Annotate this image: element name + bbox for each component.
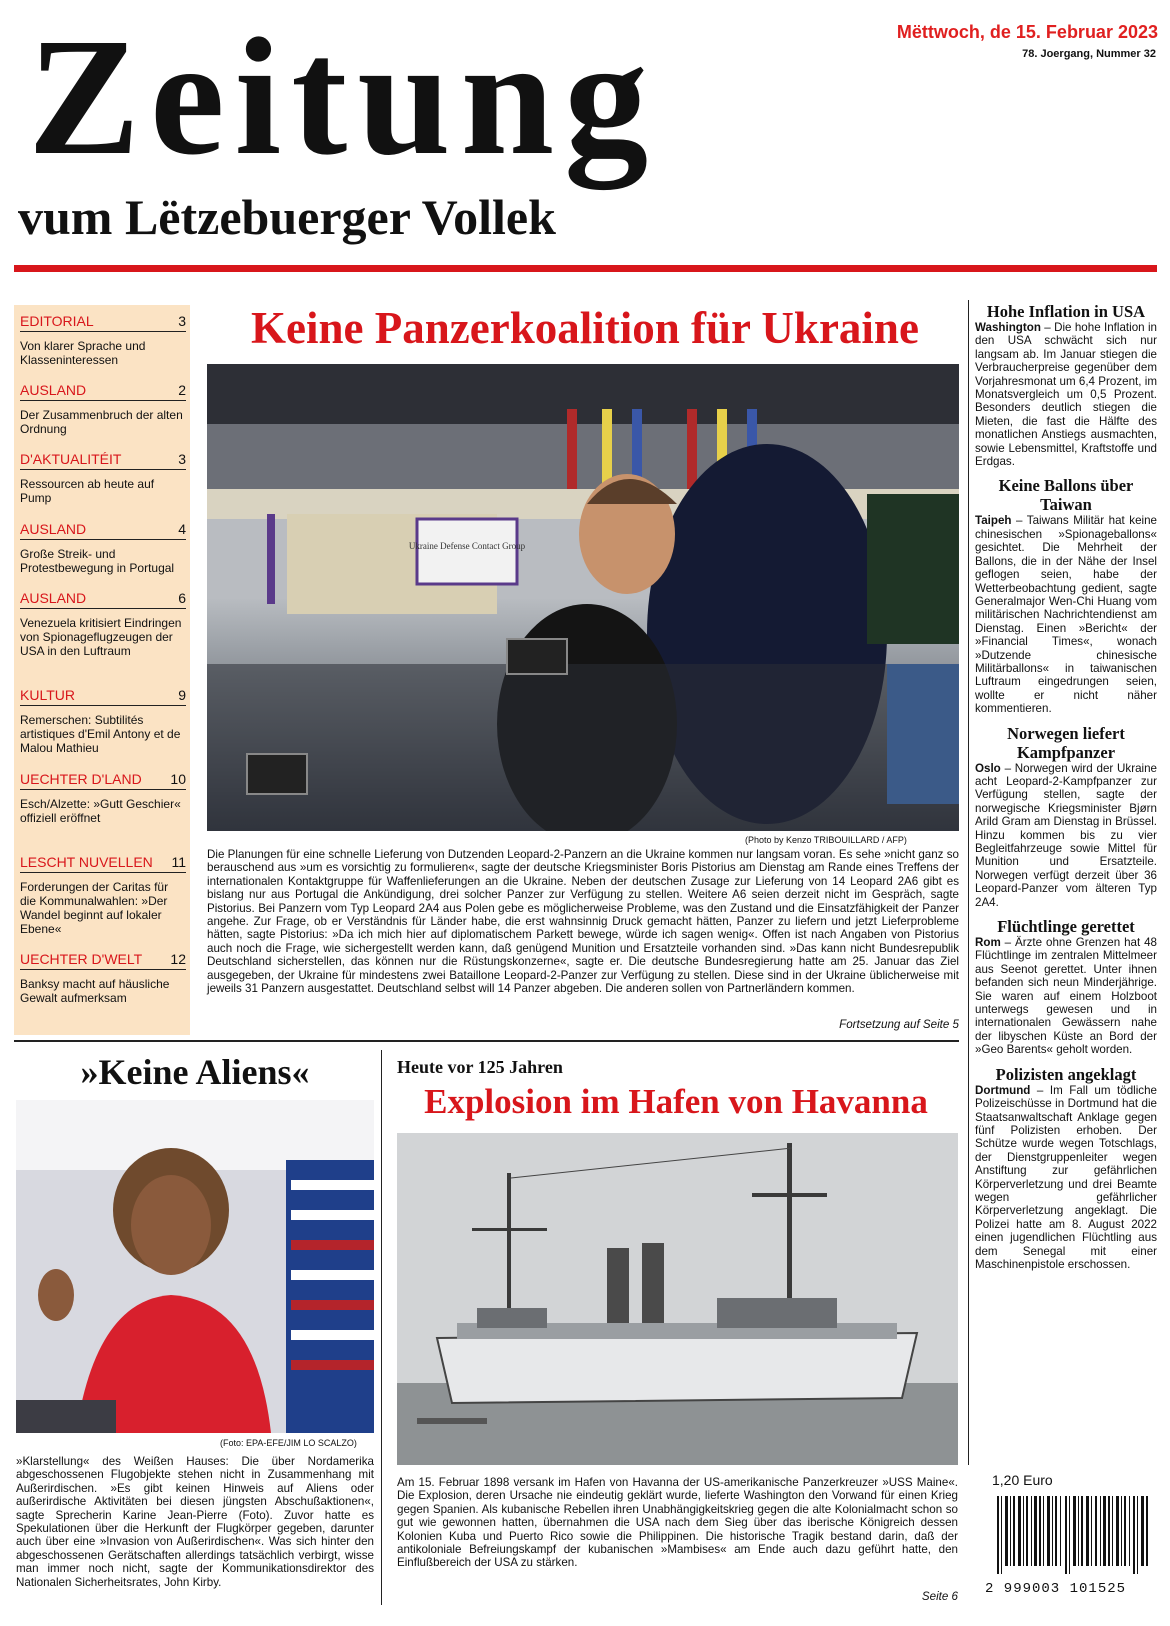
- index-teaser: Venezuela kritisiert Eindringen von Spionageflugzeugen der USA in den Luftraum: [20, 616, 182, 658]
- brief-text: – Taiwans Militär hat keine chinesischen »Spionageballons« gesichtet. Die Mehrheit der Ballons, die in der Nähe der Insel geflogen seien, habe der Wetterbeobachtung gedient, sagte Generalmajor Wen-Chi Huang vom militärischen Nachrichtendienst am Dienstag. Einen »Bericht« der »Financial Times«, wonach »Dutzende chinesische Militärballons« in taiwanischen Luftraum eingedrungen seien, wollte er nicht näher kommentieren.: [975, 514, 1157, 716]
- issue-date: Mëttwoch, de 15. Februar 2023: [896, 22, 1158, 42]
- brief: [975, 917, 1157, 1057]
- index-item[interactable]: [20, 854, 186, 936]
- index-page: 6: [178, 590, 186, 606]
- barcode-number: 2 999003 101525: [985, 1581, 1127, 1597]
- brief: [975, 476, 1157, 715]
- brief-headline[interactable]: Polizisten angeklagt: [995, 1064, 1137, 1084]
- index-item[interactable]: [20, 451, 186, 505]
- index-teaser: Remerschen: Subtilités artistiques d'Emil Antony et de Malou Mathieu: [20, 713, 181, 755]
- brief-headline[interactable]: Hohe Inflation in USA: [986, 302, 1146, 321]
- barcode-bars: [985, 1496, 1157, 1574]
- index-teaser: Forderungen der Caritas für die Kommunalwahlen: »Der Wandel beginnt auf lokaler Ebene«: [20, 880, 169, 936]
- index-page: 9: [178, 687, 186, 703]
- index-section: D'AKTUALITÉIT: [20, 451, 122, 467]
- index-teaser: Esch/Alzette: »Gutt Geschier« offiziell eröffnet: [20, 797, 181, 825]
- brief-headline[interactable]: Norwegen liefert Kampfpanzer: [1007, 723, 1125, 762]
- index-item[interactable]: [20, 951, 186, 1005]
- brief-dateline: Dortmund: [975, 1083, 1031, 1097]
- brief-dateline: Oslo: [975, 761, 1001, 775]
- index-section: LESCHT NUVELLEN: [20, 854, 153, 870]
- warship-illustration: [397, 1133, 958, 1465]
- column-divider: [968, 300, 969, 1465]
- brief-headline[interactable]: Flüchtlinge gerettet: [997, 917, 1135, 937]
- contents-index: [14, 305, 190, 1035]
- index-page: 11: [171, 854, 186, 870]
- brief-column: [975, 302, 1157, 1271]
- index-teaser: Banksy macht auf häusliche Gewalt aufmerksam: [20, 977, 170, 1005]
- brief-headline[interactable]: Keine Ballons über Taiwan: [998, 476, 1134, 515]
- brief-text: – Ärzte ohne Grenzen hat 48 Flüchtlinge im zentralen Mittelmeer aus Seenot gerettet. Unter ihnen befanden sich neun Minderjährige. Sie waren auf einem Holzboot unterwegs gewesen und in internationalen Gewässern nahe der libyschen Küste an Bord der »Geo Barents« geholt worden.: [975, 936, 1157, 1057]
- masthead-title: Zeitung: [28, 4, 659, 190]
- masthead-rule: [14, 265, 1157, 272]
- placard-text: Ukraine Defense Contact Group: [408, 541, 526, 551]
- brief-text: – Norwegen wird der Ukraine acht Leopard-2-Kampfpanzer zur Verfügung stellen, sagte der norwegische Kriegsminister Bjørn Arild Gram am Dienstag in Brüssel. Hinzu kommen bis zu vier Begleitfahrzeuge sowie Mittel für Munition und Ersatzteile. Norwegen verfügt derzeit über 36 Leopard-Panzer vom älteren Typ 2A4.: [975, 761, 1157, 909]
- lead-photo-credit: (Photo by Kenzo TRIBOUILLARD / AFP): [745, 835, 907, 845]
- index-page: 4: [178, 521, 186, 537]
- aliens-body: »Klarstellung« des Weißen Hauses: Die über Nordamerika abgeschossenen Flugobjekte stehen nicht in Zusammenhang mit Außerirdischen. »Es gibt keinen Hinweis auf Aliens oder außerirdische Aktivitäten bei diesen jüngsten Abschußaktionen«, sagte Sprecherin Karine Jean-Pierre (Foto). Zuvor hatte es Spekulationen über die Herkunft der Flugkörper gegeben, darunter auch über eine »Invasion von Außerirdischen«. Was sich hinter den abgeschossenen Gerätschaften allerdings tatsächlich verbirgt, wisse man immer noch nicht, sagte der Kommunikationsdirektor des Nationalen Sicherheitsrates, John Kirby.: [16, 1455, 374, 1589]
- index-item[interactable]: [20, 521, 186, 575]
- brief: [975, 1065, 1157, 1272]
- conference-scene-illustration: [207, 364, 959, 831]
- brief: [975, 724, 1157, 909]
- index-page: 2: [178, 382, 186, 398]
- brief: [975, 302, 1157, 468]
- spokesperson-illustration: [16, 1100, 374, 1433]
- price: 1,20 Euro: [992, 1472, 1053, 1488]
- index-section: UECHTER D'LAND: [20, 771, 142, 787]
- issue-number: 78. Joergang, Nummer 32: [1022, 48, 1156, 60]
- index-teaser: Ressourcen ab heute auf Pump: [20, 477, 155, 505]
- index-section: AUSLAND: [20, 521, 87, 537]
- havanna-headline[interactable]: Explosion im Hafen von Havanna: [424, 1082, 928, 1121]
- index-item[interactable]: [20, 382, 186, 436]
- index-page: 3: [178, 451, 186, 467]
- havanna-photo-uss-maine: [397, 1133, 958, 1465]
- index-section: UECHTER D'WELT: [20, 951, 143, 967]
- brief-text: – Im Fall um tödliche Polizeischüsse in Dortmund hat die Staatsanwaltschaft Anklage gegen fünf Polizisten erhoben. Der Schütze wurde wegen Totschlags, der Dienstgruppenleiter wegen Anstiftung zur gefährlichen Körperverletzung und drei Beamte wegen gefährlicher Körperverletzung angeklagt. Die Polizei hatte am 8. August 2022 einen jugendlichen Flüchtling aus dem Senegal mit einer Maschinenpistole erschossen.: [975, 1083, 1157, 1271]
- index-item[interactable]: [20, 687, 186, 755]
- index-teaser: Große Streik- und Protestbewegung in Portugal: [20, 547, 175, 575]
- index-teaser: Von klarer Sprache und Klasseninteressen: [20, 339, 146, 367]
- index-item[interactable]: [20, 313, 186, 367]
- index-teaser: Der Zusammenbruch der alten Ordnung: [20, 408, 183, 436]
- brief-text: – Die hohe Inflation in den USA schwächt sich nur langsam ab. Im Januar stiegen die Verbraucherpreise gegenüber dem Vorjahresmonat um 6,4 Prozent, im Monatsvergleich um 0,5 Prozent. Besonders deutlich stiegen die Mieten, die fast die Hälfte des monatlichen Anstiegs ausmachten, sowie Lebensmittel, Kraftstoffe und Erdgas.: [975, 321, 1157, 469]
- index-section: AUSLAND: [20, 590, 87, 606]
- aliens-photo: [16, 1100, 374, 1433]
- index-page: 10: [170, 771, 186, 787]
- aliens-headline[interactable]: »Keine Aliens«: [80, 1052, 310, 1092]
- lead-headline[interactable]: Keine Panzerkoalition für Ukraine: [251, 303, 919, 353]
- brief-dateline: Washington: [975, 321, 1041, 334]
- index-item[interactable]: [20, 590, 186, 658]
- index-section: KULTUR: [20, 687, 75, 703]
- lead-photo-conference: [207, 364, 959, 831]
- havanna-kicker: Heute vor 125 Jahren: [397, 1057, 563, 1077]
- masthead-subtitle: vum Lëtzebuerger Vollek: [18, 189, 556, 245]
- column-divider: [381, 1050, 382, 1605]
- havanna-page-ref[interactable]: Seite 6: [880, 1590, 958, 1603]
- aliens-photo-credit: (Foto: EPA-EFE/JIM LO SCALZO): [220, 1438, 357, 1448]
- brief-dateline: Taipeh: [975, 514, 1012, 528]
- brief-dateline: Rom: [975, 936, 1001, 950]
- barcode: [985, 1496, 1157, 1596]
- lead-continued[interactable]: Fortsetzung auf Seite 5: [839, 1018, 959, 1031]
- section-divider: [14, 1040, 959, 1042]
- index-page: 12: [170, 951, 186, 967]
- havanna-body: Am 15. Februar 1898 versank im Hafen von Havanna der US-amerikanische Panzerkreuzer »USS Maine«. Die Explosion, deren Ursache nie eindeutig geklärt wurde, lieferte Washington den Vorwand für einen Krieg gegen Spanien. Als kubanische Rebellen ihren Unabhängigkeitskrieg gegen die alte Kolonialmacht schon so gut wie gewonnen hatten, übernahmen die USA nach dem Sieg über das iberische Königreich dessen Kolonien Kuba und Puerto Rico sowie die Philippinen. Die historische Tragik bestand darin, daß der antikoloniale Befreiungskampf der kubanischen »Mambises« am Ende auch dazu geführt hatte, den Einflußbereich der USA zu stärken.: [397, 1476, 958, 1570]
- index-section: AUSLAND: [20, 382, 87, 398]
- lead-body: Die Planungen für eine schnelle Lieferung von Dutzenden Leopard-2-Panzern an die Ukraine kommen nur langsam voran. Es sehe »nicht ganz so berauschend aus »um es vorsichtig zu formulieren«, sagte der deutsche Kriegsminister Boris Pistorius am Dienstag am Rande eines Treffens der internationalen Kontaktgruppe für Waffenlieferungen an die Ukraine. Neben der deutschen Zusage zur Lieferung von 14 Leopard 2A6 gibt es bislang nur aus Portugal die Ankündigung, drei solcher Panzer zur Verfügung zu stellen. Weitere A6 seien derzeit nicht im Gespräch, sagte Pistorius. Bei Panzern vom Typ Leopard 2A4 aus Polen gebe es möglicherweise Probleme, was den Zustand und die Einsatzfähigkeit der Panzer angehe. Zur Frage, ob er Verständnis für Länder habe, die erst wahnsinnig Druck gemacht hätten, Panzer zu liefern und jetzt Lieferprobleme hätten, sagte Pistorius: »Da ich mich hier auf diplomatischem Parkett bewege, würde ich sagen wenig«. Offen ist nach Angaben von Pistorius auch noch die Frage, wie sichergestellt werden kann, daß genügend Munition und Ersatzteile vorhanden sind. »Das kann nicht Bundesrepublik Deutschland sicherstellen, das können nur die Rüstungskonzerne«, sagte er. Die deutsche Bundesregierung hatte am 25. Januar das Ziel ausgegeben, der Ukraine für mindestens zwei Bataillone Leopard-2-Panzer zur Verfügung zu stellen. Diese sind in der Ukraine üblicherweise mit jeweils 31 Panzern ausgestattet. Deutschland selbst will 14 Panzer abgeben. Die anderen sollen von Partnerländern kommen.: [207, 848, 959, 996]
- index-page: 3: [178, 313, 186, 329]
- index-item[interactable]: [20, 771, 186, 825]
- index-section: EDITORIAL: [20, 313, 94, 329]
